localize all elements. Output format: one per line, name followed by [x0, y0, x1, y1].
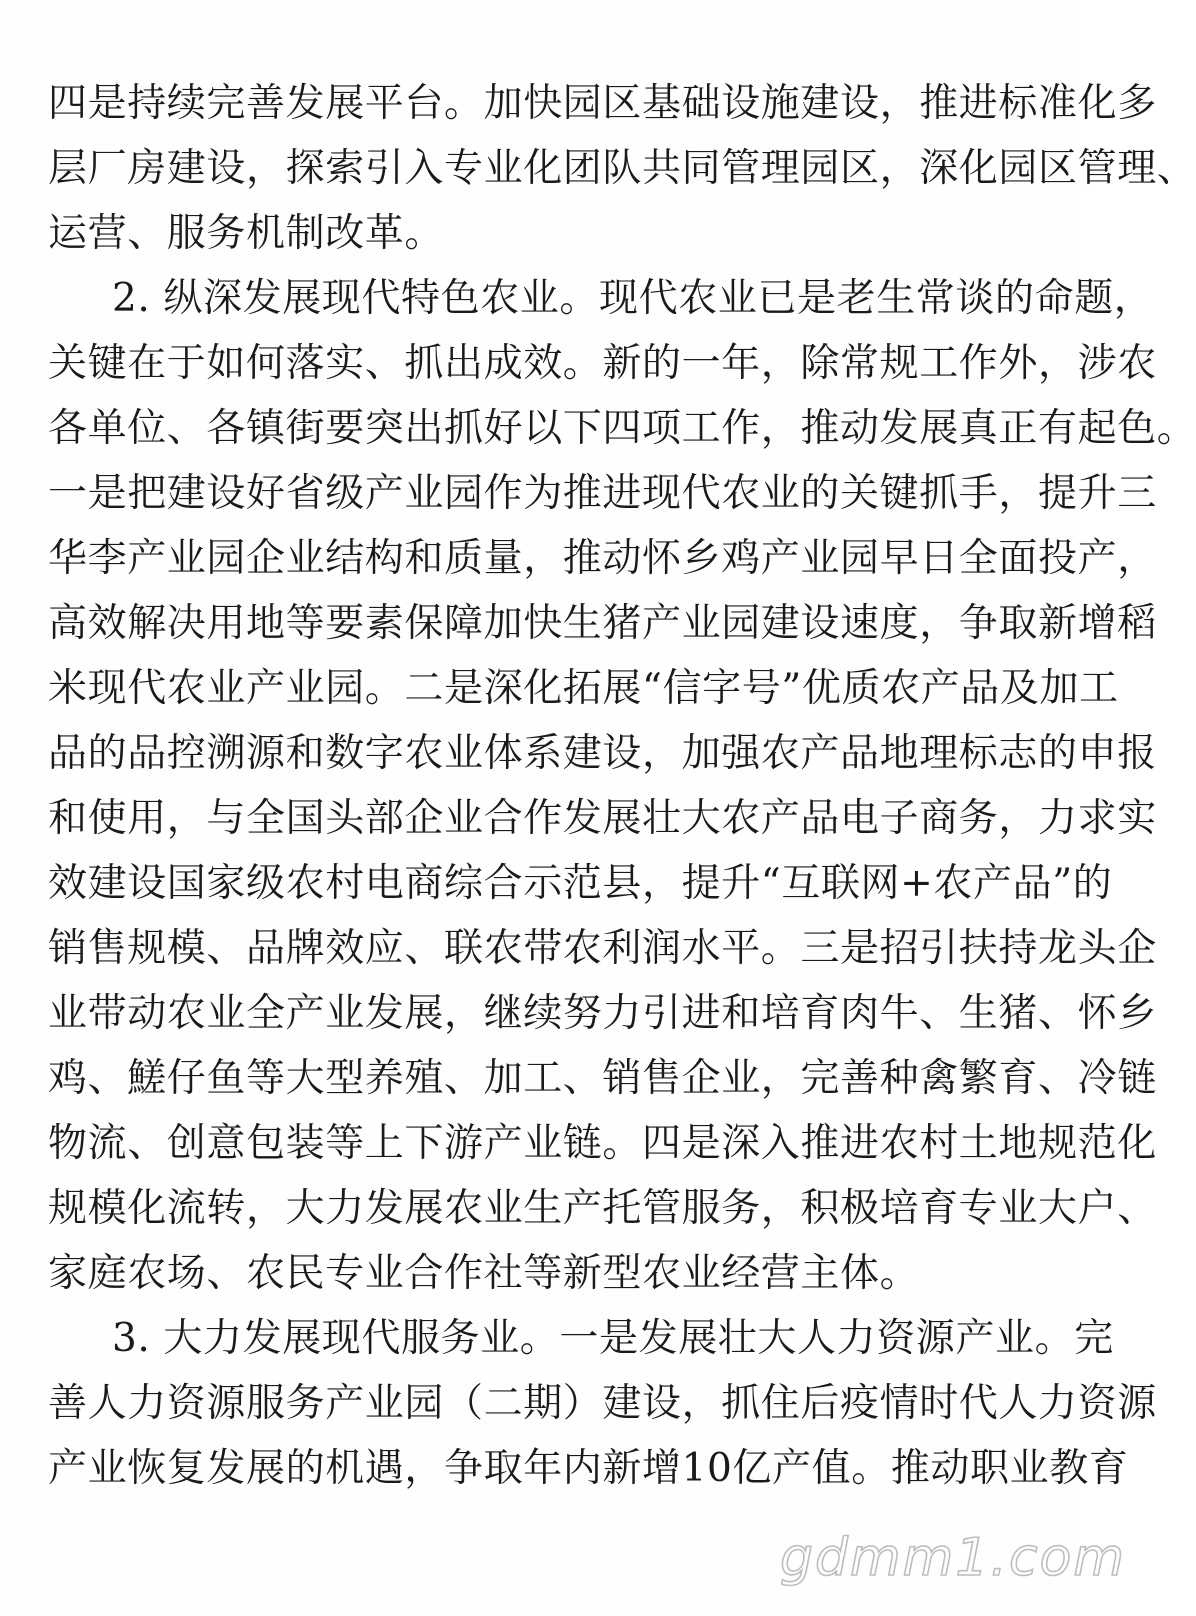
- text-line: 运营、服务机制改革。: [48, 211, 445, 256]
- section-heading-line: 3. 大力发展现代服务业。一是发展壮大人力资源产业。完: [112, 1316, 1114, 1361]
- text-line: 关键在于如何落实、抓出成效。新的一年，除常规工作外，涉农: [48, 341, 1157, 386]
- site-watermark: gdmm1.com: [780, 1528, 1126, 1588]
- text-line: 鸡、䱹仔鱼等大型养殖、加工、销售企业，完善种禽繁育、冷链: [48, 1056, 1157, 1101]
- text-line: 销售规模、品牌效应、联农带农利润水平。三是招引扶持龙头企: [48, 926, 1157, 971]
- text-line: 层厂房建设，探索引入专业化团队共同管理园区，深化园区管理、: [48, 146, 1196, 191]
- text-line: 家庭农场、农民专业合作社等新型农业经营主体。: [48, 1251, 920, 1296]
- section-heading-line: 2. 纵深发展现代特色农业。现代农业已是老生常谈的命题，: [112, 276, 1154, 321]
- text-line: 各单位、各镇街要突出抓好以下四项工作，推动发展真正有起色。: [48, 406, 1196, 451]
- text-line: 一是把建设好省级产业园作为推进现代农业的关键抓手，提升三: [48, 471, 1157, 516]
- text-line: 华李产业园企业结构和质量，推动怀乡鸡产业园早日全面投产，: [48, 536, 1157, 581]
- text-line: 米现代农业产业园。二是深化拓展“信字号”优质农产品及加工: [48, 666, 1119, 711]
- text-line: 四是持续完善发展平台。加快园区基础设施建设，推进标准化多: [48, 81, 1157, 126]
- text-line: 业带动农业全产业发展，继续努力引进和培育肉牛、生猪、怀乡: [48, 991, 1157, 1036]
- text-line: 产业恢复发展的机遇，争取年内新增10亿产值。推动职业教育: [48, 1446, 1129, 1491]
- text-line: 善人力资源服务产业园（二期）建设，抓住后疫情时代人力资源: [48, 1381, 1157, 1426]
- text-line: 高效解决用地等要素保障加快生猪产业园建设速度，争取新增稻: [48, 601, 1157, 646]
- text-line: 效建设国家级农村电商综合示范县，提升“互联网+农产品”的: [48, 861, 1113, 906]
- text-line: 物流、创意包装等上下游产业链。四是深入推进农村土地规范化: [48, 1121, 1157, 1166]
- text-line: 品的品控溯源和数字农业体系建设，加强农产品地理标志的申报: [48, 731, 1157, 776]
- text-line: 和使用，与全国头部企业合作发展壮大农产品电子商务，力求实: [48, 796, 1157, 841]
- text-line: 规模化流转，大力发展农业生产托管服务，积极培育专业大户、: [48, 1186, 1157, 1231]
